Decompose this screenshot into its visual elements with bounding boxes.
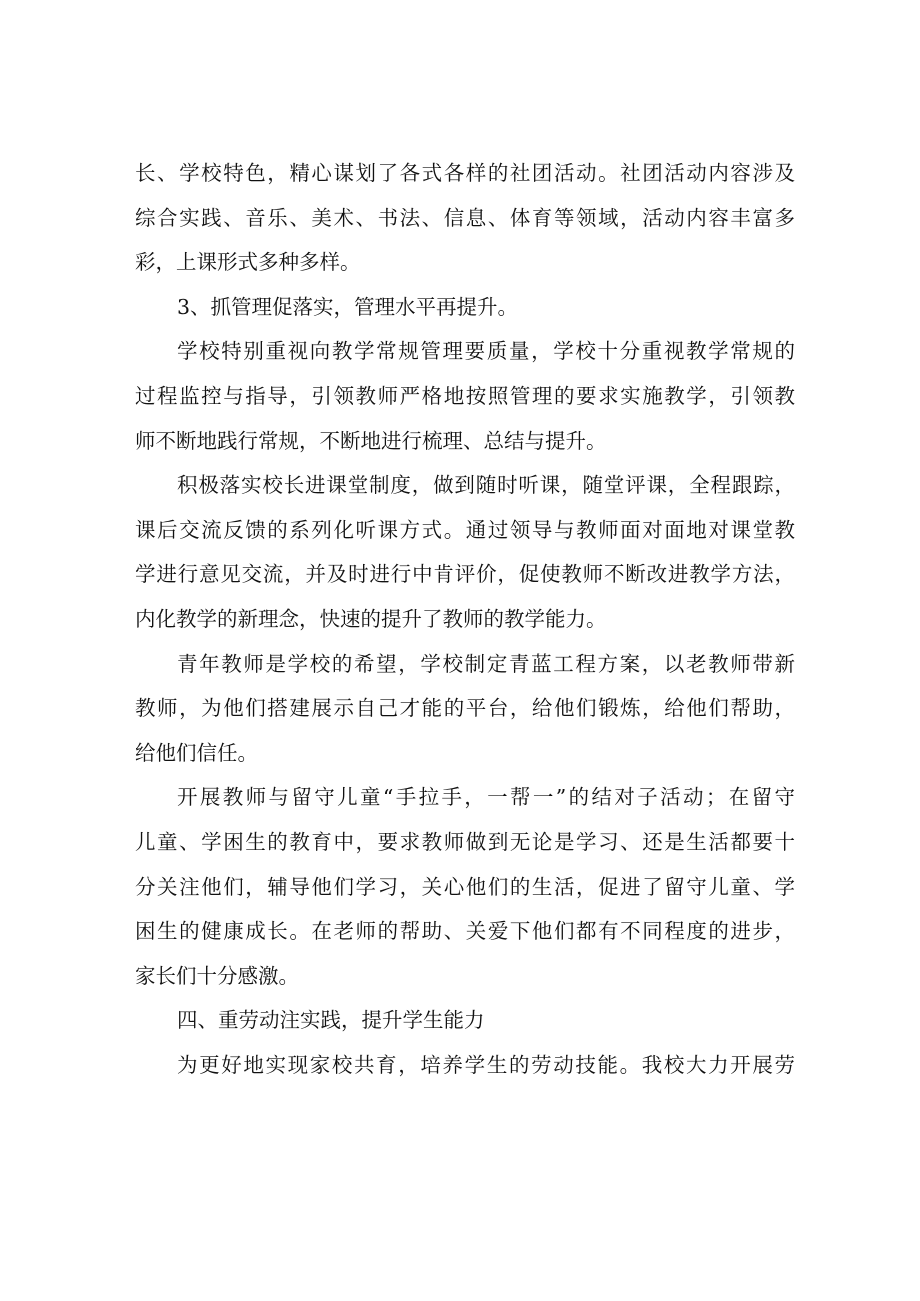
text-line: 学校特别重视向教学常规管理要质量，学校十分重视教学常规的 (177, 339, 795, 364)
text-line: 给他们信任。 (135, 740, 258, 765)
text-line: 学进行意见交流，并及时进行中肯评价，促使教师不断改进教学方法， (135, 562, 795, 587)
text-line: 彩，上课形式多种多样。 (135, 250, 361, 275)
text-line: 综合实践、音乐、美术、书法、信息、体育等领域，活动内容丰富多 (135, 205, 795, 230)
text-line: 为更好地实现家校共育，培养学生的劳动技能。我校大力开展劳 (177, 1052, 795, 1077)
text-line: 困生的健康成长。在老师的帮助、关爱下他们都有不同程度的进步， (135, 919, 795, 944)
text-line: 分关注他们，辅导他们学习，关心他们的生活，促进了留守儿童、学 (135, 874, 795, 899)
text-line: 儿童、学困生的教育中，要求教师做到无论是学习、还是生活都要十 (135, 829, 795, 854)
text-line: 家长们十分感激。 (135, 963, 299, 988)
text-line: 长、学校特色，精心谋划了各式各样的社团活动。社团活动内容涉及 (135, 161, 795, 185)
document-body (135, 151, 795, 1087)
text-line: 内化教学的新理念，快速的提升了教师的教学能力。 (135, 606, 607, 631)
text-line: 师不断地践行常规，不断地进行梳理、总结与提升。 (135, 428, 607, 453)
text-line: 开展教师与留守儿童“手拉手，一帮一”的结对子活动；在留守 (177, 785, 795, 810)
text-line: 积极落实校长进课堂制度，做到随时听课，随堂评课，全程跟踪， (177, 473, 795, 498)
text-line: 教师，为他们搭建展示自己才能的平台，给他们锻炼，给他们帮助， (135, 696, 795, 721)
text-line: 过程监控与指导，引领教师严格地按照管理的要求实施教学，引领教 (135, 383, 795, 408)
text-line: 四、重劳动注实践，提升学生能力 (177, 1008, 485, 1033)
text-line: 3、抓管理促落实，管理水平再提升。 (177, 294, 519, 319)
text-line: 青年教师是学校的希望，学校制定青蓝工程方案，以老教师带新 (177, 651, 795, 676)
text-line: 课后交流反馈的系列化听课方式。通过领导与教师面对面地对课堂教 (135, 517, 795, 542)
